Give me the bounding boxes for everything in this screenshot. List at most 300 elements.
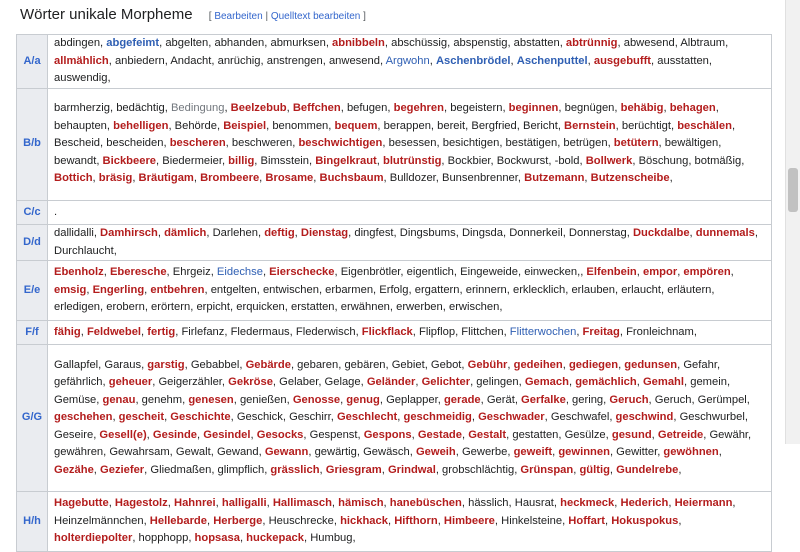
separator: , bbox=[499, 137, 506, 150]
word-link[interactable]: Flitterwochen bbox=[509, 325, 577, 338]
separator: , bbox=[437, 514, 444, 527]
word-link: behaupten bbox=[54, 119, 107, 132]
word-link: anrüchig bbox=[217, 54, 261, 67]
word-link: Gewitter bbox=[616, 446, 658, 459]
word-link[interactable]: Aschenputtel bbox=[516, 54, 588, 67]
word-link[interactable]: Grindwal bbox=[387, 463, 436, 476]
word-link[interactable]: ausgebufft bbox=[593, 54, 652, 67]
separator: , bbox=[387, 102, 394, 115]
separator: , bbox=[557, 137, 564, 150]
word-link[interactable]: empor bbox=[643, 266, 678, 278]
separator: , bbox=[689, 227, 696, 239]
separator: , bbox=[163, 137, 170, 150]
word-link[interactable]: Bräutigam bbox=[138, 172, 194, 185]
word-link[interactable]: gültig bbox=[579, 463, 610, 476]
separator: , bbox=[318, 283, 326, 296]
word-link[interactable]: Gebärde bbox=[245, 358, 291, 371]
word-link: Garaus bbox=[104, 358, 142, 371]
word-link: erobern bbox=[106, 301, 145, 313]
word-link[interactable]: beschwichtigen bbox=[298, 137, 383, 150]
word-link: abhanden bbox=[214, 37, 265, 49]
words-cell bbox=[48, 35, 772, 89]
word-link[interactable]: Bernstein bbox=[564, 119, 616, 132]
separator: , bbox=[340, 393, 347, 406]
word-link[interactable]: hopsasa bbox=[194, 532, 240, 544]
separator: , bbox=[135, 393, 142, 406]
word-link[interactable]: geschehen bbox=[54, 411, 113, 424]
word-link[interactable]: Geschlecht bbox=[336, 411, 398, 424]
word-link: hässlich bbox=[468, 497, 509, 509]
word-link: Behörde bbox=[174, 119, 217, 132]
separator: , bbox=[159, 37, 166, 49]
separator: , bbox=[144, 283, 151, 296]
word-link[interactable]: dämlich bbox=[164, 227, 207, 239]
word-link[interactable]: Geweih bbox=[415, 446, 456, 459]
word-link[interactable]: Gesocks bbox=[256, 428, 304, 441]
separator: , bbox=[211, 54, 218, 67]
separator: , bbox=[741, 154, 745, 167]
separator: , bbox=[507, 446, 514, 459]
word-link[interactable]: Beffchen bbox=[292, 102, 341, 115]
separator: , bbox=[86, 283, 93, 296]
word-link: genehm bbox=[141, 393, 183, 406]
separator: , bbox=[584, 172, 591, 185]
word-link[interactable]: Duckdalbe bbox=[632, 227, 690, 239]
separator: , bbox=[208, 37, 215, 49]
word-link[interactable]: dunnemals bbox=[695, 227, 755, 239]
word-link[interactable]: Getreide bbox=[657, 428, 704, 441]
separator: , bbox=[490, 154, 497, 167]
word-link[interactable]: blutrünstig bbox=[382, 154, 442, 167]
word-link[interactable]: Hagebutte bbox=[54, 497, 109, 509]
section-heading bbox=[20, 6, 366, 23]
separator: , bbox=[651, 428, 658, 441]
separator: , bbox=[254, 154, 261, 167]
word-link[interactable]: Gemach bbox=[524, 376, 569, 389]
separator: , bbox=[607, 137, 614, 150]
word-link[interactable]: Gebühr bbox=[467, 358, 508, 371]
table-row bbox=[17, 200, 772, 225]
word-link[interactable]: Gelichter bbox=[421, 376, 471, 389]
separator: , bbox=[510, 54, 517, 67]
word-link: Bockbier bbox=[447, 154, 491, 167]
word-link[interactable]: holterdiepolter bbox=[54, 532, 133, 544]
word-link[interactable]: bescheren bbox=[169, 137, 226, 150]
word-link[interactable]: genesen bbox=[188, 393, 234, 406]
page-scrollbar[interactable] bbox=[785, 0, 800, 444]
word-link[interactable]: Gesindel bbox=[203, 428, 251, 441]
table-row bbox=[17, 320, 772, 345]
letter-cell[interactable]: A/a bbox=[17, 35, 48, 89]
word-link: Bunsenbrenner bbox=[442, 172, 518, 185]
word-link[interactable]: geheuer bbox=[108, 376, 153, 389]
word-link: gestatten bbox=[512, 428, 559, 441]
separator: , bbox=[224, 325, 231, 338]
separator: , bbox=[562, 227, 569, 239]
letter-cell[interactable]: G/G bbox=[17, 345, 48, 492]
separator: , bbox=[693, 325, 697, 338]
word-link[interactable]: abnibbeln bbox=[332, 37, 385, 49]
word-link[interactable]: gediegen bbox=[568, 358, 619, 371]
word-link[interactable]: abgefeimt bbox=[106, 37, 160, 49]
word-link: Gelaber bbox=[279, 376, 319, 389]
word-link[interactable]: Bottich bbox=[54, 172, 93, 185]
word-link[interactable]: allmählich bbox=[54, 54, 109, 67]
separator: , bbox=[210, 266, 217, 278]
separator: , bbox=[459, 283, 466, 296]
word-link[interactable]: geweift bbox=[513, 446, 553, 459]
word-link[interactable]: Feldwebel bbox=[86, 325, 142, 338]
word-link: Dingsda bbox=[461, 227, 503, 239]
word-link: abspenstig bbox=[453, 37, 508, 49]
word-link[interactable]: beschälen bbox=[677, 119, 732, 132]
word-link[interactable]: fertig bbox=[147, 325, 176, 338]
word-link[interactable]: hämisch bbox=[338, 497, 384, 509]
separator: , bbox=[558, 102, 565, 115]
word-link: Bulldozer bbox=[389, 172, 436, 185]
word-link[interactable]: hickhack bbox=[340, 514, 388, 527]
word-link: Geplapper bbox=[386, 393, 438, 406]
separator: , bbox=[494, 514, 502, 527]
word-link[interactable]: empören bbox=[683, 266, 731, 278]
separator: , bbox=[144, 301, 152, 313]
separator: , bbox=[356, 446, 364, 459]
word-link[interactable]: Gezähe bbox=[54, 463, 94, 476]
word-link[interactable]: Buchsbaum bbox=[319, 172, 384, 185]
separator: , bbox=[168, 119, 175, 132]
word-link[interactable]: Damhirsch bbox=[100, 227, 158, 239]
separator: , bbox=[330, 411, 337, 424]
word-link: ausstatten bbox=[657, 54, 709, 67]
word-link: einwecken, bbox=[524, 266, 581, 278]
word-link[interactable]: Hahnrei bbox=[173, 497, 216, 509]
word-link[interactable]: Gewann bbox=[264, 446, 309, 459]
word-link[interactable]: gewöhnen bbox=[663, 446, 719, 459]
word-link[interactable]: halligalli bbox=[221, 497, 267, 509]
word-link: Erfolg bbox=[379, 283, 409, 296]
word-link[interactable]: Gesinde bbox=[152, 428, 198, 441]
word-link[interactable]: Hifthorn bbox=[394, 514, 438, 527]
separator: , bbox=[286, 102, 293, 115]
separator: , bbox=[436, 137, 443, 150]
word-link[interactable]: Geruch bbox=[609, 393, 649, 406]
separator: , bbox=[471, 411, 479, 424]
word-link[interactable]: gemächlich bbox=[575, 376, 637, 389]
word-link: ergattern bbox=[414, 283, 460, 296]
word-link[interactable]: Brombeere bbox=[200, 172, 260, 185]
word-link: Gerät bbox=[486, 393, 515, 406]
word-link[interactable]: grässlich bbox=[270, 463, 320, 476]
separator: , bbox=[614, 497, 621, 509]
word-link[interactable]: bequem bbox=[334, 119, 378, 132]
word-link: erwischen bbox=[448, 301, 500, 313]
word-link: befugen bbox=[346, 102, 388, 115]
separator: , bbox=[357, 428, 364, 441]
separator: , bbox=[132, 532, 139, 544]
separator: , bbox=[383, 172, 390, 185]
word-link: bescheiden bbox=[106, 137, 164, 150]
word-link[interactable]: gedeihen bbox=[513, 358, 563, 371]
separator: , bbox=[715, 102, 719, 115]
letter-cell[interactable]: H/h bbox=[17, 492, 48, 552]
separator: , bbox=[230, 411, 237, 424]
separator: , bbox=[516, 119, 523, 132]
word-link[interactable]: Geschichte bbox=[170, 411, 231, 424]
word-link[interactable]: Beelzebub bbox=[230, 102, 287, 115]
word-link: erlauben bbox=[571, 283, 615, 296]
word-link[interactable]: behäbig bbox=[620, 102, 664, 115]
word-link[interactable]: gewinnen bbox=[558, 446, 610, 459]
separator: , bbox=[197, 428, 204, 441]
word-link[interactable]: Hagestolz bbox=[114, 497, 168, 509]
word-link[interactable]: Bollwerk bbox=[585, 154, 633, 167]
separator: , bbox=[661, 283, 668, 296]
word-link: auswendig bbox=[54, 72, 108, 84]
separator: , bbox=[609, 411, 616, 424]
word-link: Geseire bbox=[54, 428, 94, 441]
separator: , bbox=[230, 301, 237, 313]
word-link[interactable]: behagen bbox=[669, 102, 716, 115]
word-link[interactable]: Dienstag bbox=[300, 227, 349, 239]
word-link[interactable]: deftig bbox=[264, 227, 295, 239]
edit-section-links bbox=[209, 11, 366, 22]
separator: , bbox=[412, 325, 419, 338]
separator: , bbox=[215, 497, 222, 509]
word-link: besessen bbox=[388, 137, 437, 150]
word-link[interactable]: Gesell(e) bbox=[99, 428, 147, 441]
word-link: gering bbox=[572, 393, 604, 406]
separator: , bbox=[562, 514, 569, 527]
word-link: Bockwurst bbox=[496, 154, 549, 167]
word-link[interactable]: betütern bbox=[613, 137, 659, 150]
word-link[interactable]: Butzemann bbox=[524, 172, 585, 185]
letter-cell[interactable]: D/d bbox=[17, 225, 48, 261]
word-link: erquicken bbox=[236, 301, 285, 313]
word-link[interactable]: genug bbox=[346, 393, 380, 406]
word-link: betrügen bbox=[563, 137, 608, 150]
word-link[interactable]: Argwohn bbox=[385, 54, 430, 67]
separator: , bbox=[400, 266, 407, 278]
word-link[interactable]: abtrünnig bbox=[565, 37, 618, 49]
word-link[interactable]: Aschenbrödel bbox=[435, 54, 511, 67]
word-link[interactable]: Geschwader bbox=[478, 411, 545, 424]
separator: , bbox=[465, 119, 472, 132]
word-link: bewältigen bbox=[664, 137, 719, 150]
word-link[interactable]: hanebüschen bbox=[389, 497, 462, 509]
word-link[interactable]: Gekröse bbox=[228, 376, 273, 389]
separator: , bbox=[703, 428, 710, 441]
word-link[interactable]: Bickbeere bbox=[102, 154, 157, 167]
separator: , bbox=[93, 463, 101, 476]
word-link[interactable]: beginnen bbox=[508, 102, 559, 115]
scrollbar-thumb[interactable] bbox=[788, 168, 798, 212]
word-link[interactable]: Bingelkraut bbox=[315, 154, 377, 167]
word-link: Gesülze bbox=[564, 428, 606, 441]
word-link[interactable]: emsig bbox=[54, 283, 87, 296]
separator: , bbox=[224, 102, 231, 115]
separator: , bbox=[411, 428, 418, 441]
word-link: Gebiet bbox=[391, 358, 425, 371]
word-link[interactable]: Elfenbein bbox=[586, 266, 637, 278]
separator: , bbox=[744, 411, 748, 424]
word-link[interactable]: heckmeck bbox=[560, 497, 615, 509]
separator: , bbox=[157, 227, 165, 239]
separator: , bbox=[518, 376, 525, 389]
word-link: -bold bbox=[554, 154, 580, 167]
separator: , bbox=[731, 119, 736, 132]
word-link[interactable]: Freitag bbox=[582, 325, 620, 338]
word-link[interactable]: Geziefer bbox=[100, 463, 145, 476]
word-link[interactable]: begehren bbox=[393, 102, 444, 115]
separator: , bbox=[303, 428, 310, 441]
table-row bbox=[17, 35, 772, 89]
word-link: hopphopp bbox=[138, 532, 189, 544]
word-link[interactable]: Gespons bbox=[363, 428, 412, 441]
separator: , bbox=[748, 428, 752, 441]
word-link: Heuschrecke bbox=[268, 514, 334, 527]
word-link[interactable]: fähig bbox=[54, 325, 81, 338]
separator: , bbox=[334, 301, 341, 313]
word-link[interactable]: Eberesche bbox=[109, 266, 167, 278]
separator: , bbox=[108, 497, 115, 509]
edit-link[interactable]: Bearbeiten bbox=[214, 11, 263, 22]
separator: , bbox=[156, 154, 163, 167]
word-link: bedächtig bbox=[116, 102, 165, 115]
word-link: Ehrgeiz bbox=[172, 266, 211, 278]
word-link[interactable]: Hoffart bbox=[568, 514, 605, 527]
separator: , bbox=[384, 37, 392, 49]
word-link: erklecklich bbox=[512, 283, 566, 296]
separator: , bbox=[562, 358, 569, 371]
word-link[interactable]: bräsig bbox=[98, 172, 133, 185]
word-link: Eigenbrötler bbox=[340, 266, 401, 278]
word-link: Eingeweide bbox=[460, 266, 518, 278]
word-link[interactable]: Beispiel bbox=[223, 119, 267, 132]
separator: , bbox=[552, 446, 559, 459]
word-link[interactable]: Hokuspokus bbox=[611, 514, 679, 527]
word-link[interactable]: Geländer bbox=[366, 376, 416, 389]
separator: , bbox=[430, 119, 438, 132]
word-link[interactable]: Butzenscheibe bbox=[590, 172, 670, 185]
word-link[interactable]: billig bbox=[228, 154, 255, 167]
word-link: entgelten bbox=[210, 283, 257, 296]
letter-cell[interactable]: E/e bbox=[17, 261, 48, 321]
separator: , bbox=[507, 358, 514, 371]
word-link: Geschwafel bbox=[550, 411, 610, 424]
separator: , bbox=[211, 463, 218, 476]
word-link: Bericht bbox=[522, 119, 558, 132]
word-link[interactable]: Himbeere bbox=[443, 514, 495, 527]
separator: , bbox=[565, 393, 573, 406]
separator: | bbox=[262, 11, 271, 22]
word-link[interactable]: gerade bbox=[443, 393, 481, 406]
word-link[interactable]: geschwind bbox=[615, 411, 674, 424]
word-link[interactable]: genau bbox=[102, 393, 136, 406]
separator: , bbox=[144, 463, 151, 476]
word-link[interactable]: entbehren bbox=[150, 283, 205, 296]
word-link[interactable]: gedunsen bbox=[624, 358, 678, 371]
source-edit-link[interactable]: Quelltext bearbeiten bbox=[270, 11, 361, 22]
separator: , bbox=[100, 37, 107, 49]
separator: , bbox=[331, 497, 339, 509]
word-link[interactable]: Gestalt bbox=[468, 428, 507, 441]
word-link[interactable]: Genosse bbox=[292, 393, 341, 406]
separator: , bbox=[746, 393, 750, 406]
table-row bbox=[17, 261, 772, 321]
word-link[interactable]: Eierschecke bbox=[269, 266, 335, 278]
separator: , bbox=[455, 325, 462, 338]
word-link[interactable]: huckepack bbox=[246, 532, 304, 544]
word-link[interactable]: Hallimasch bbox=[272, 497, 332, 509]
separator: , bbox=[107, 72, 111, 84]
word-link: Gerümpel bbox=[697, 393, 747, 406]
word-link[interactable]: Gemahl bbox=[642, 376, 685, 389]
word-link: Bescheid bbox=[54, 137, 101, 150]
separator: , bbox=[544, 411, 551, 424]
word-link: dallidalli bbox=[54, 227, 94, 239]
word-link[interactable]: Herberge bbox=[213, 514, 263, 527]
word-link[interactable]: Gestade bbox=[417, 428, 462, 441]
separator: , bbox=[609, 463, 617, 476]
separator: , bbox=[309, 154, 316, 167]
word-link: gebären bbox=[344, 358, 386, 371]
word-link[interactable]: gesund bbox=[611, 428, 652, 441]
separator: , bbox=[113, 244, 117, 257]
word-link[interactable]: Grünspan bbox=[520, 463, 574, 476]
letter-cell[interactable]: B/b bbox=[17, 88, 48, 200]
word-link: abgelten bbox=[165, 37, 209, 49]
word-link[interactable]: Flickflack bbox=[361, 325, 413, 338]
word-link[interactable]: behelligen bbox=[113, 119, 169, 132]
separator: , bbox=[389, 301, 397, 313]
word-link: gefährlich bbox=[54, 376, 103, 389]
separator: , bbox=[96, 393, 103, 406]
word-link[interactable]: Heiermann bbox=[674, 497, 733, 509]
word-link[interactable]: Hellebarde bbox=[149, 514, 207, 527]
letter-cell[interactable]: F/f bbox=[17, 320, 48, 345]
words-cell bbox=[48, 345, 772, 492]
word-link: Gewand bbox=[216, 446, 259, 459]
word-link[interactable]: Brosame bbox=[265, 172, 314, 185]
words-cell bbox=[48, 88, 772, 200]
word-link[interactable]: Bedingung bbox=[170, 102, 225, 115]
word-link[interactable]: Engerling bbox=[92, 283, 145, 296]
word-link: Durchlaucht bbox=[54, 244, 114, 257]
word-link[interactable]: Ebenholz bbox=[54, 266, 104, 278]
word-link: erörtern bbox=[151, 301, 191, 313]
word-link: besichtigen bbox=[442, 137, 500, 150]
words-cell bbox=[48, 492, 772, 552]
word-link[interactable]: Eidechse bbox=[216, 266, 263, 278]
separator: , bbox=[93, 428, 100, 441]
separator: , bbox=[754, 227, 758, 239]
word-link: bewandt bbox=[54, 154, 97, 167]
word-link[interactable]: geschmeidig bbox=[403, 411, 472, 424]
word-link[interactable]: Gundelrebe bbox=[616, 463, 679, 476]
word-link: bereit bbox=[437, 119, 466, 132]
separator: , bbox=[106, 119, 114, 132]
separator: , bbox=[313, 172, 320, 185]
separator: , bbox=[348, 227, 355, 239]
word-link[interactable]: gescheit bbox=[118, 411, 165, 424]
letter-cell[interactable]: C/c bbox=[17, 200, 48, 225]
word-link[interactable]: garstig bbox=[147, 358, 185, 371]
word-link[interactable]: Gerfalke bbox=[521, 393, 566, 406]
word-link[interactable]: Hederich bbox=[620, 497, 669, 509]
separator: , bbox=[669, 172, 673, 185]
separator: , bbox=[204, 283, 211, 296]
word-link[interactable]: Griesgram bbox=[325, 463, 382, 476]
